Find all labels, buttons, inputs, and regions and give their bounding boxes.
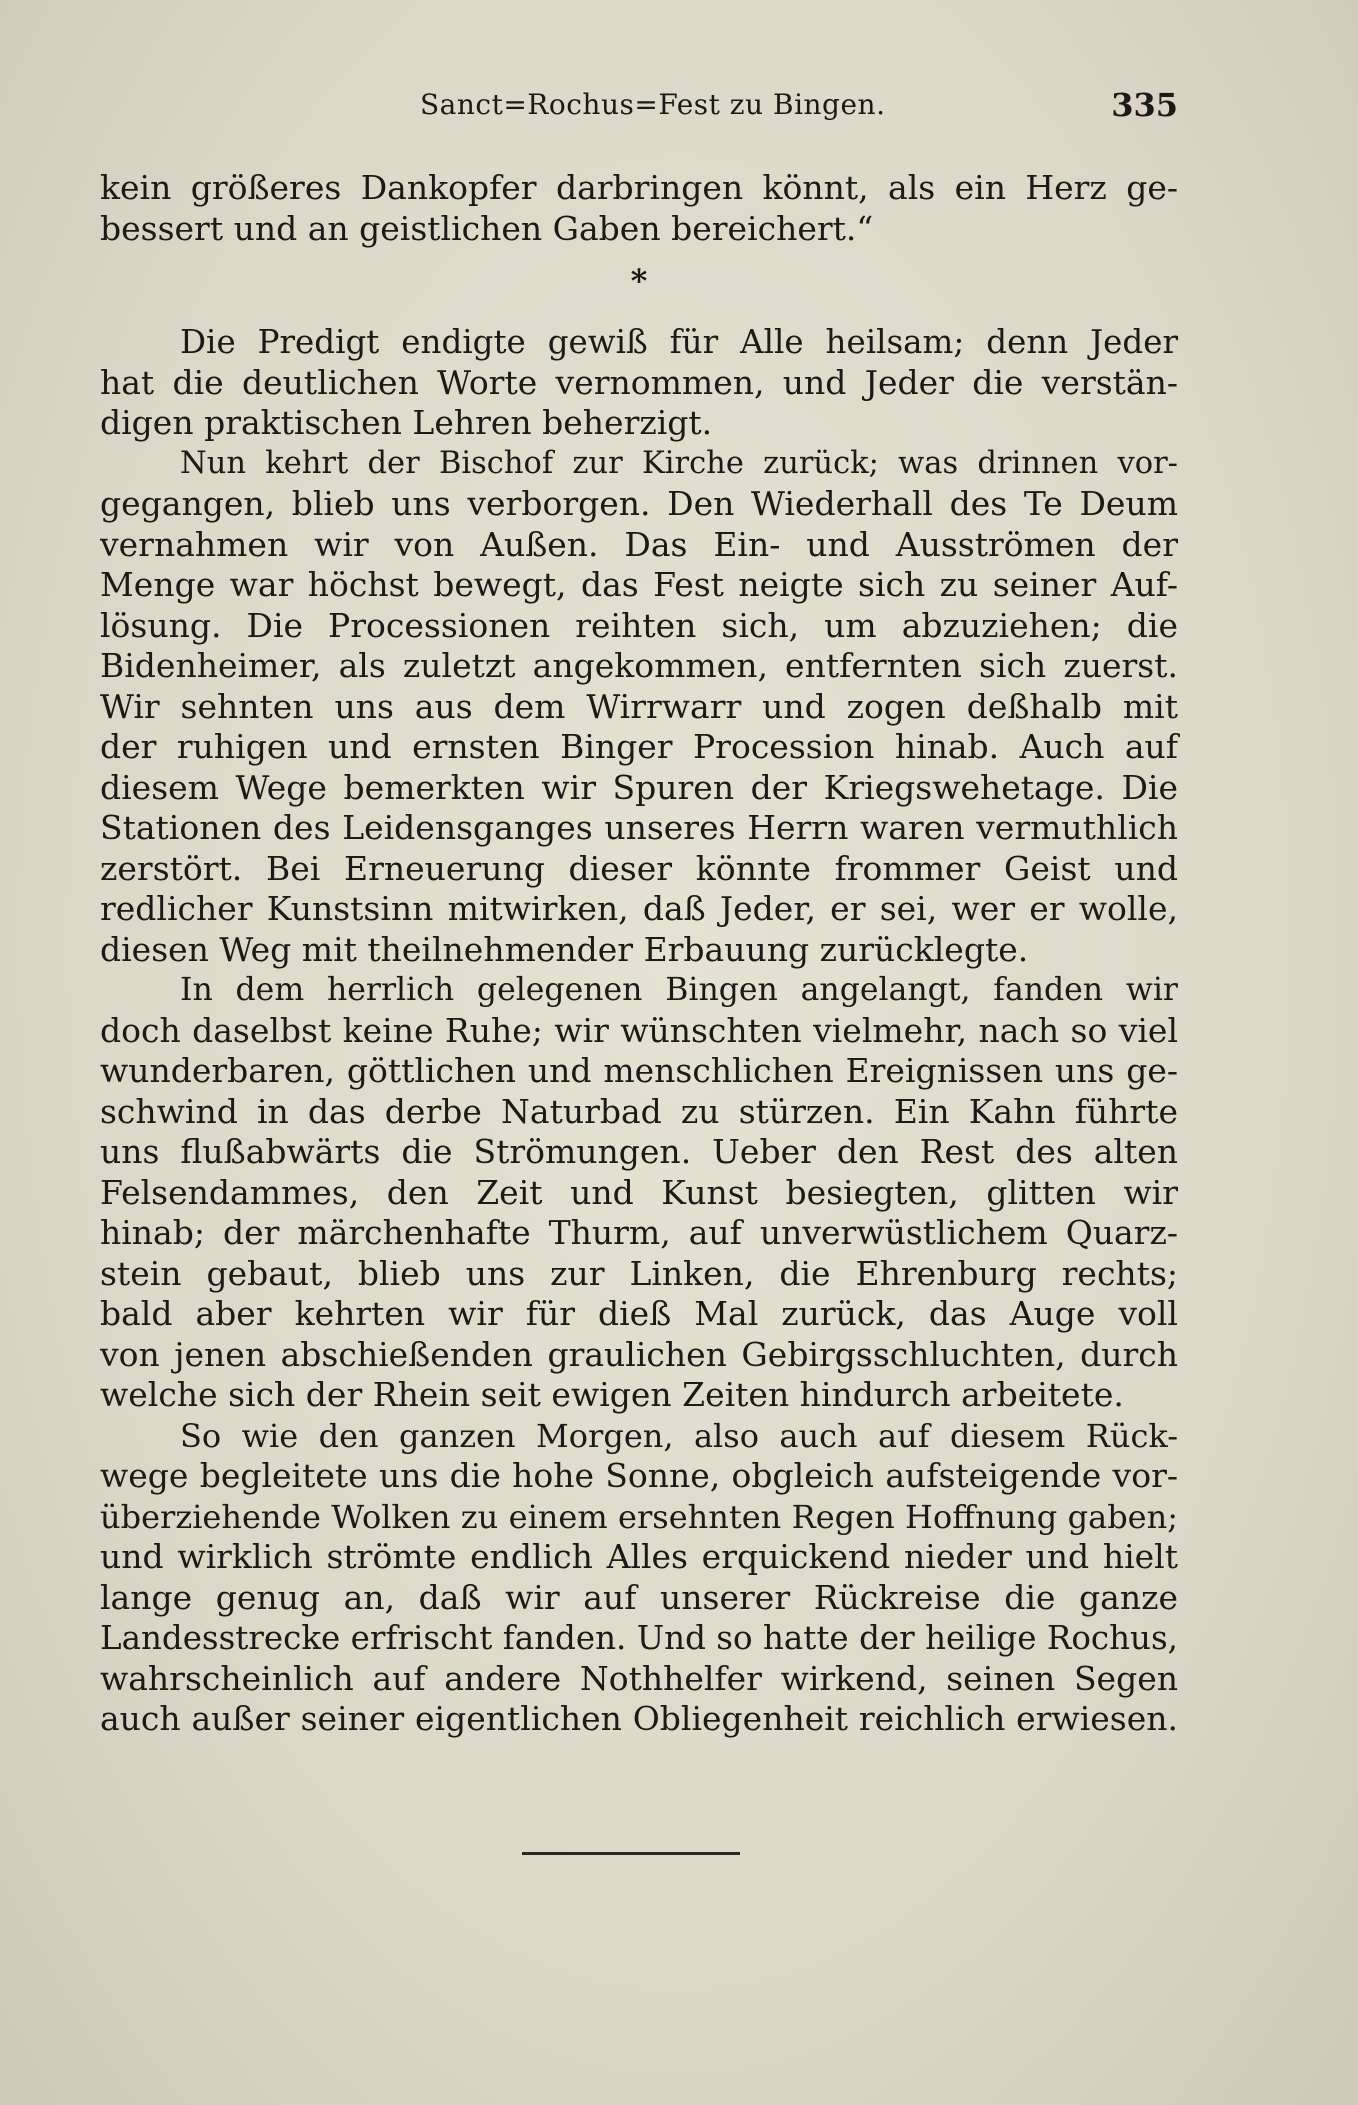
text-line: kein größeres Dankopfer darbringen könnt, als ein Herz ge-: [100, 168, 1178, 207]
text-line: und wirklich strömte endlich Alles erquickend nieder und hielt: [100, 1537, 1178, 1576]
text-line: redlicher Kunstsinn mitwirken, daß Jeder, er sei, wer er wolle,: [100, 889, 1178, 928]
text-line: diesen Weg mit theilnehmender Erbauung zurücklegte.: [100, 929, 1029, 969]
paragraph-continuation: [100, 168, 1178, 249]
text-line: überziehende Wolken zu einem ersehnten Regen Hoffnung gaben;: [100, 1497, 1178, 1536]
text-line: hinab; der märchenhafte Thurm, auf unverwüstlichem Quarz-: [100, 1213, 1178, 1252]
text-line: lösung. Die Processionen reihten sich, um abzuziehen; die: [100, 605, 1178, 645]
text-line: von jenen abschießenden graulichen Gebirgsschluchten, durch: [100, 1334, 1178, 1374]
page-number: 335: [1111, 86, 1178, 124]
text-line: lange genug an, daß wir auf unserer Rückreise die ganze: [100, 1577, 1178, 1617]
text-line: bessert und an geistlichen Gaben bereichert.“: [100, 208, 874, 248]
text-line: welche sich der Rhein seit ewigen Zeiten hindurch arbeitete.: [100, 1375, 1124, 1414]
text-line: stein gebaut, blieb uns zur Linken, die Ehrenburg rechts;: [100, 1253, 1178, 1293]
text-line: diesem Wege bemerkten wir Spuren der Kriegswehetage. Die: [100, 767, 1178, 807]
text-line: Menge war höchst bewegt, das Fest neigte sich zu seiner Auf-: [100, 565, 1178, 604]
text-line: bald aber kehrten wir für dieß Mal zurück, das Auge voll: [100, 1294, 1178, 1333]
text-line: Felsendammes, den Zeit und Kunst besiegten, glitten wir: [100, 1172, 1178, 1212]
text-line: gegangen, blieb uns verborgen. Den Wiederhall des Te Deum: [100, 484, 1178, 523]
text-line: wege begleitete uns die hohe Sonne, obgleich aufsteigende vor-: [100, 1456, 1178, 1495]
text-line: Wir sehnten uns aus dem Wirrwarr und zogen deßhalb mit: [100, 686, 1178, 726]
text-line: So wie den ganzen Morgen, also auch auf diesem Rück-: [180, 1416, 1178, 1455]
text-line: Stationen des Leidensganges unseres Herrn waren vermuthlich: [100, 808, 1178, 847]
running-head: Sanct=Rochus=Fest zu Bingen.: [420, 88, 886, 121]
text-line: Landesstrecke erfrischt fanden. Und so hatte der heilige Rochus,: [100, 1619, 1178, 1657]
main-text-block: [100, 322, 1178, 1740]
text-line: schwind in das derbe Naturbad zu stürzen. Ein Kahn führte: [100, 1091, 1178, 1131]
text-line: uns flußabwärts die Strömungen. Ueber den Rest des alten: [100, 1132, 1178, 1171]
text-line: Bidenheimer, als zuletzt angekommen, entfernten sich zuerst.: [100, 646, 1178, 685]
page-header: [100, 88, 1178, 128]
text-line: vernahmen wir von Außen. Das Ein- und Ausströmen der: [100, 524, 1178, 564]
text-line: wunderbaren, göttlichen und menschlichen Ereignissen uns ge-: [100, 1051, 1178, 1090]
text-line: auch außer seiner eigentlichen Obliegenheit reichlich erwiesen.: [100, 1699, 1178, 1738]
end-rule: [522, 1852, 740, 1855]
section-asterism: *: [630, 262, 648, 300]
text-line: In dem herrlich gelegenen Bingen angelangt, fanden wir: [180, 972, 1178, 1008]
text-line: Nun kehrt der Bischof zur Kirche zurück; was drinnen vor-: [180, 445, 1178, 481]
text-line: Die Predigt endigte gewiß für Alle heilsam; denn Jeder: [180, 323, 1178, 361]
text-line: hat die deutlichen Worte vernommen, und Jeder die verstän-: [100, 362, 1178, 402]
text-line: wahrscheinlich auf andere Nothhelfer wirkend, seinen Segen: [100, 1658, 1178, 1698]
text-line: doch daselbst keine Ruhe; wir wünschten vielmehr, nach so viel: [100, 1010, 1178, 1050]
text-line: zerstört. Bei Erneuerung dieser könnte frommer Geist und: [100, 848, 1178, 888]
text-line: digen praktischen Lehren beherzigt.: [100, 403, 713, 442]
text-line: der ruhigen und ernsten Binger Procession hinab. Auch auf: [100, 727, 1178, 766]
